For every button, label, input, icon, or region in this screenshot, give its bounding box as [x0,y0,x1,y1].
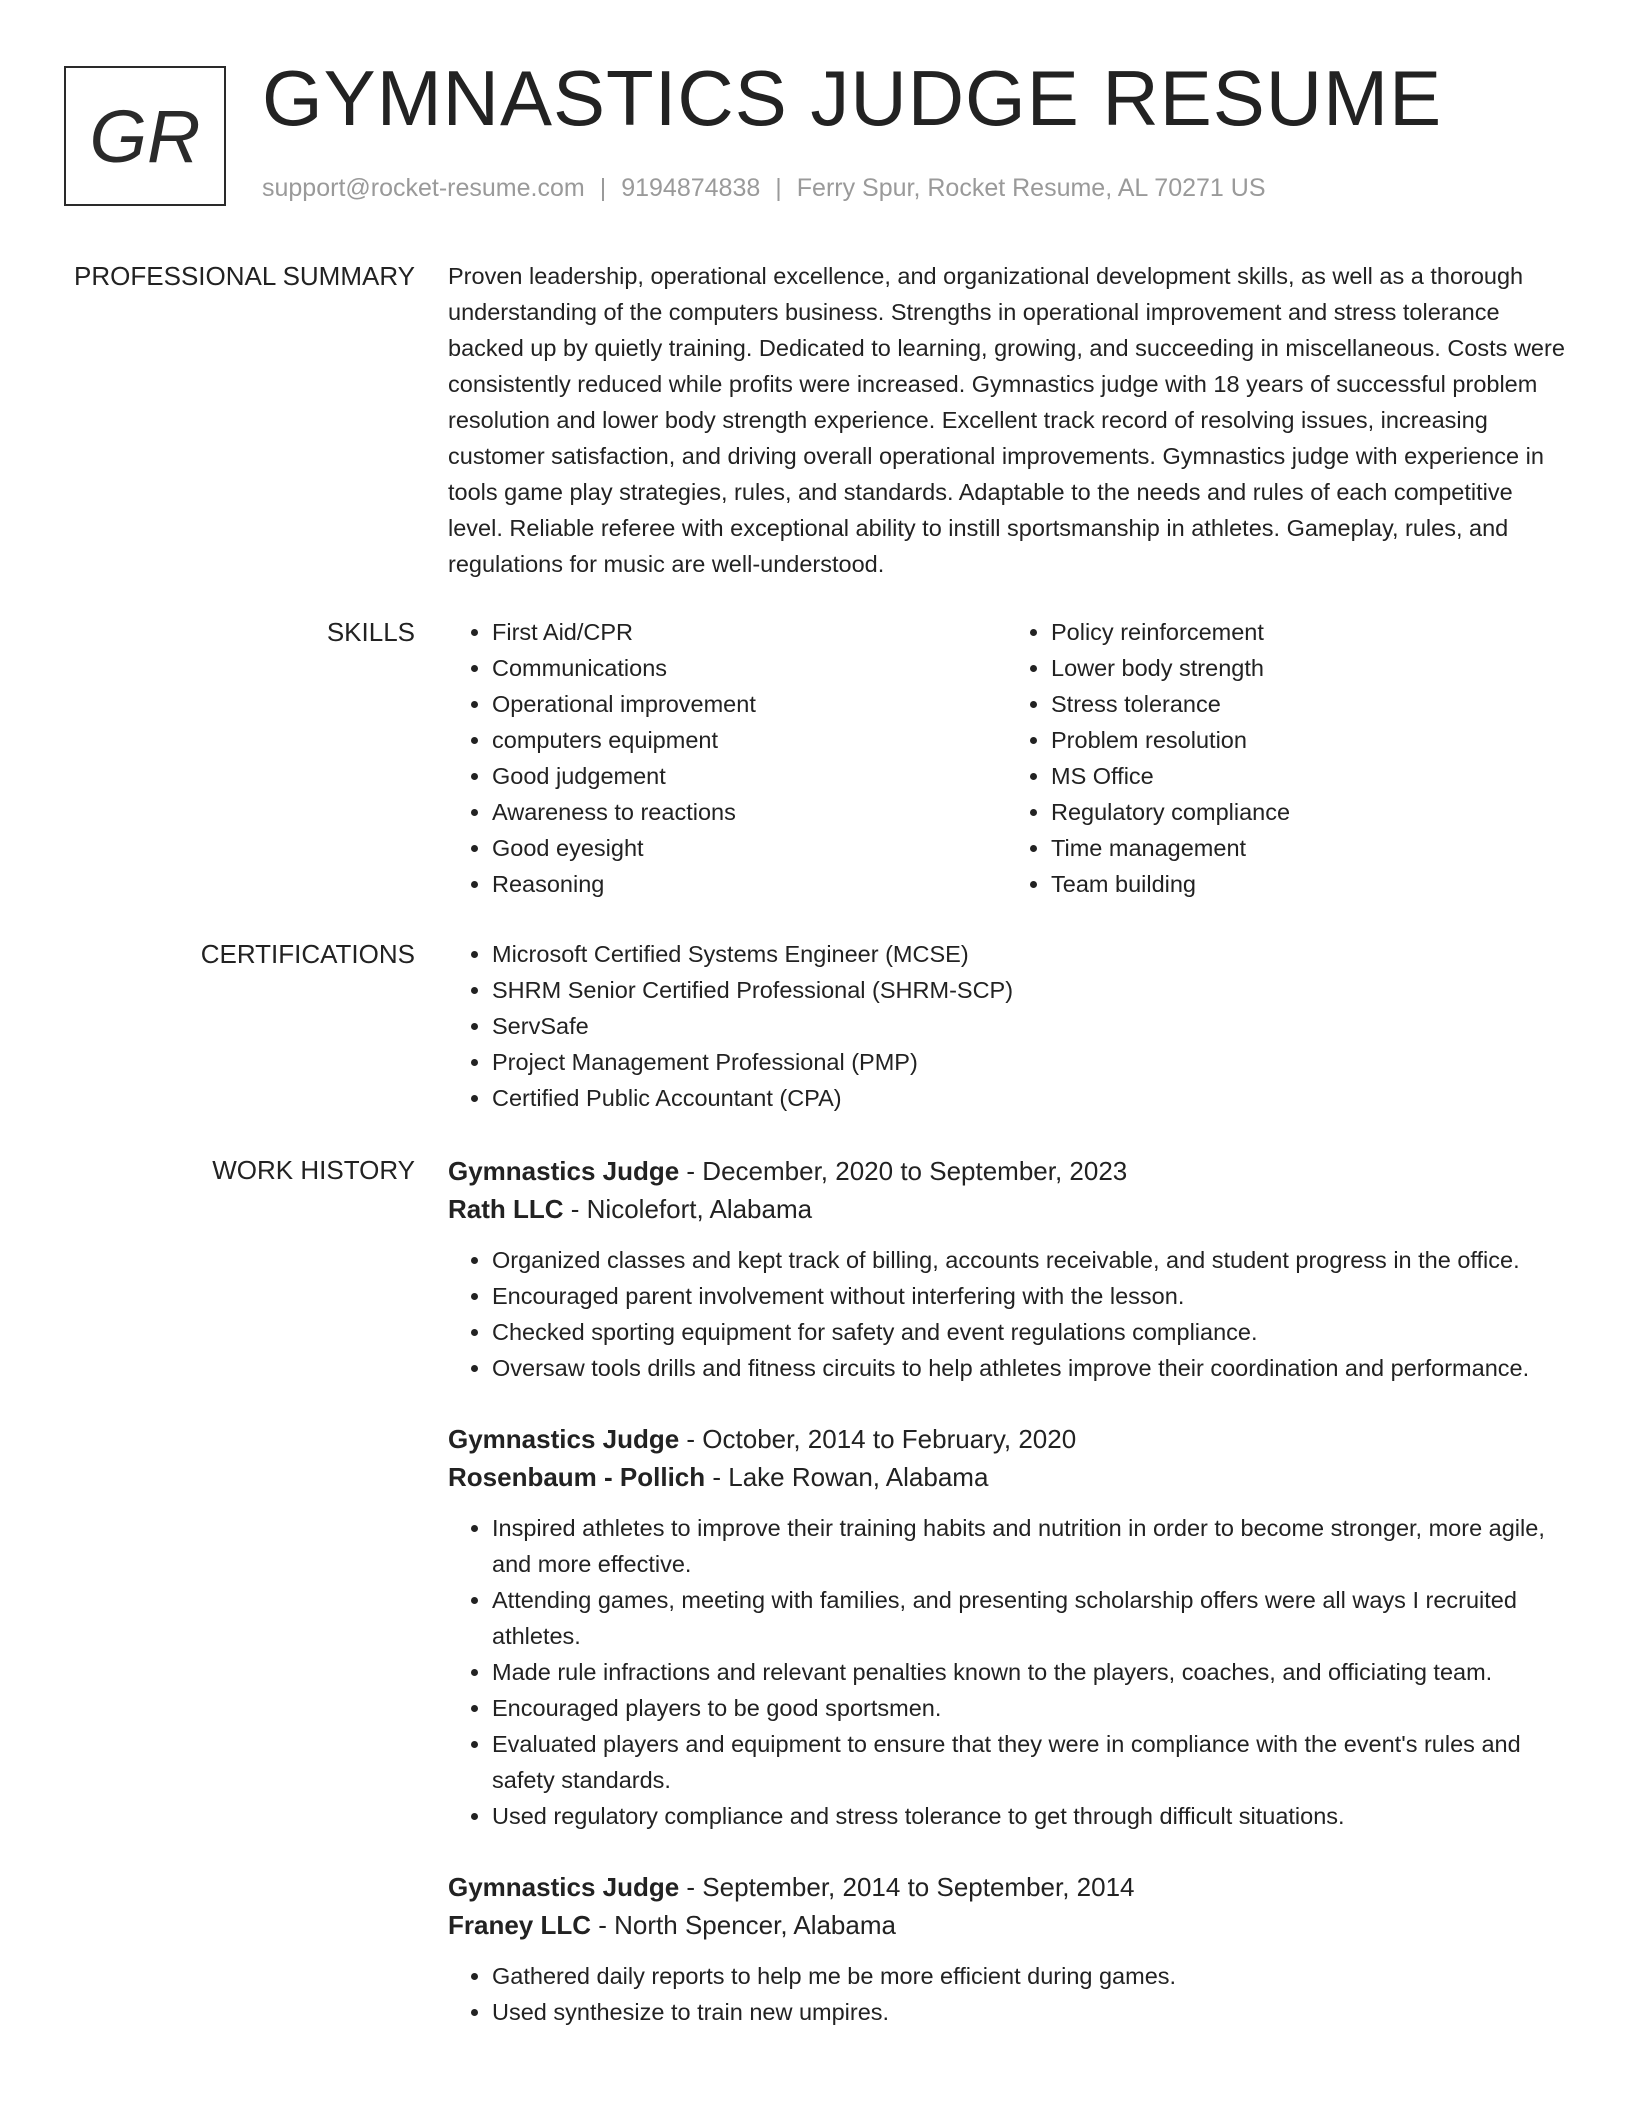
section-label-summary: PROFESSIONAL SUMMARY [74,261,415,291]
skill-item: • Time management [1051,830,1566,866]
job-location: - Nicolefort, Alabama [563,1194,813,1224]
section-label-skills: SKILLS [326,617,415,647]
job-title-line [448,1420,1566,1458]
skill-item: • Good judgement [492,758,1007,794]
skill-item: • Policy reinforcement [1051,614,1566,650]
skill-item: • Problem resolution [1051,722,1566,758]
contact-address: Ferry Spur, Rocket Resume, AL 70271 US [796,174,1266,202]
skill-item: • Team building [1051,866,1566,902]
job-title: Gymnastics Judge [448,1872,680,1902]
job-bullet: • Attending games, meeting with families, and presenting scholarship offers were all ways I recruited athletes. [492,1582,1566,1654]
certification-item: • SHRM Senior Certified Professional (SHRM-SCP) [492,972,1566,1008]
section-label-certifications: CERTIFICATIONS [200,939,415,969]
job-dates: - September, 2014 to September, 2014 [679,1872,1135,1902]
job-bullet: • Made rule infractions and relevant penalties known to the players, coaches, and officiating team. [492,1654,1566,1690]
job-location: - North Spencer, Alabama [591,1910,896,1940]
contact-line [262,174,1266,203]
job-title: Gymnastics Judge [448,1424,680,1454]
certifications-list [448,936,1566,1116]
certification-item: • Certified Public Accountant (CPA) [492,1080,1566,1116]
section-label-work-history: WORK HISTORY [212,1155,415,1185]
skill-item: • Communications [492,650,1007,686]
contact-email[interactable]: support@rocket-resume.com [262,174,585,202]
job-company-line [448,1458,1566,1496]
job-title: Gymnastics Judge [448,1156,680,1186]
job-bullet: • Inspired athletes to improve their training habits and nutrition in order to become stronger, more agile, and more effective. [492,1510,1566,1582]
job-company-line [448,1190,1566,1228]
skill-item: • Awareness to reactions [492,794,1007,830]
job-bullet: • Checked sporting equipment for safety and event regulations compliance. [492,1314,1566,1350]
job-bullet: • Used regulatory compliance and stress tolerance to get through difficult situations. [492,1798,1566,1834]
skill-item: • Regulatory compliance [1051,794,1566,830]
job-bullet: • Oversaw tools drills and fitness circuits to help athletes improve their coordination and performance. [492,1350,1566,1386]
job-entry [448,1868,1566,2030]
certification-item: • Project Management Professional (PMP) [492,1044,1566,1080]
skills-list-left [448,614,1007,902]
job-bullet: • Evaluated players and equipment to ensure that they were in compliance with the event's rules and safety standards. [492,1726,1566,1798]
job-bullet: • Encouraged parent involvement without interfering with the lesson. [492,1278,1566,1314]
certification-item: • Microsoft Certified Systems Engineer (MCSE) [492,936,1566,972]
job-bullet: • Organized classes and kept track of billing, accounts receivable, and student progress in the office. [492,1242,1566,1278]
job-location: - Lake Rowan, Alabama [705,1462,989,1492]
skill-item: • MS Office [1051,758,1566,794]
job-title-line [448,1868,1566,1906]
certification-item: • ServSafe [492,1008,1566,1044]
contact-separator: | [599,174,607,202]
job-company: Franey LLC [448,1910,592,1940]
skills-list-right [1007,614,1566,902]
job-title-line [448,1152,1566,1190]
contact-separator: | [775,174,782,202]
skill-item: • computers equipment [492,722,1007,758]
job-company: Rath LLC [448,1194,564,1224]
skill-item: • Reasoning [492,866,1007,902]
job-company: Rosenbaum - Pollich [448,1462,706,1492]
job-bullets [448,1958,1566,2030]
job-bullet: • Used synthesize to train new umpires. [492,1994,1566,2030]
job-company-line [448,1906,1566,1944]
job-bullets [448,1510,1566,1834]
resume-title: GYMNASTICS JUDGE RESUME [262,54,1443,142]
skill-item: • Operational improvement [492,686,1007,722]
job-entry [448,1152,1566,1386]
job-dates: - December, 2020 to September, 2023 [679,1156,1128,1186]
job-entry [448,1420,1566,1834]
job-dates: - October, 2014 to February, 2020 [679,1424,1077,1454]
skill-item: • First Aid/CPR [492,614,1007,650]
summary-text: Proven leadership, operational excellence, and organizational development skills, as well as a thorough understanding of the computers business. Strengths in operational improvement and stress tolerance backed up by quietly training. Dedicated to learning, growing, and succeeding in miscellaneous. Costs were consistently reduced while profits were increased. Gymnastics judge with 18 years of successful problem resolution and lower body strength experience. Excellent track record of resolving issues, increasing customer satisfaction, and driving overall operational improvements. Gymnastics judge with experience in tools game play strategies, rules, and standards. Adaptable to the needs and rules of each competitive level. Reliable referee with exceptional ability to instill sportsmanship in athletes. Gameplay, rules, and regulations for music are well-understood. [448,263,1565,577]
monogram-logo: GR [64,66,226,206]
job-bullet: • Encouraged players to be good sportsmen. [492,1690,1566,1726]
skill-item: • Good eyesight [492,830,1007,866]
skill-item: • Stress tolerance [1051,686,1566,722]
skill-item: • Lower body strength [1051,650,1566,686]
job-bullets [448,1242,1566,1386]
contact-phone[interactable]: 9194874838 [621,174,761,202]
job-bullet: • Gathered daily reports to help me be more efficient during games. [492,1958,1566,1994]
